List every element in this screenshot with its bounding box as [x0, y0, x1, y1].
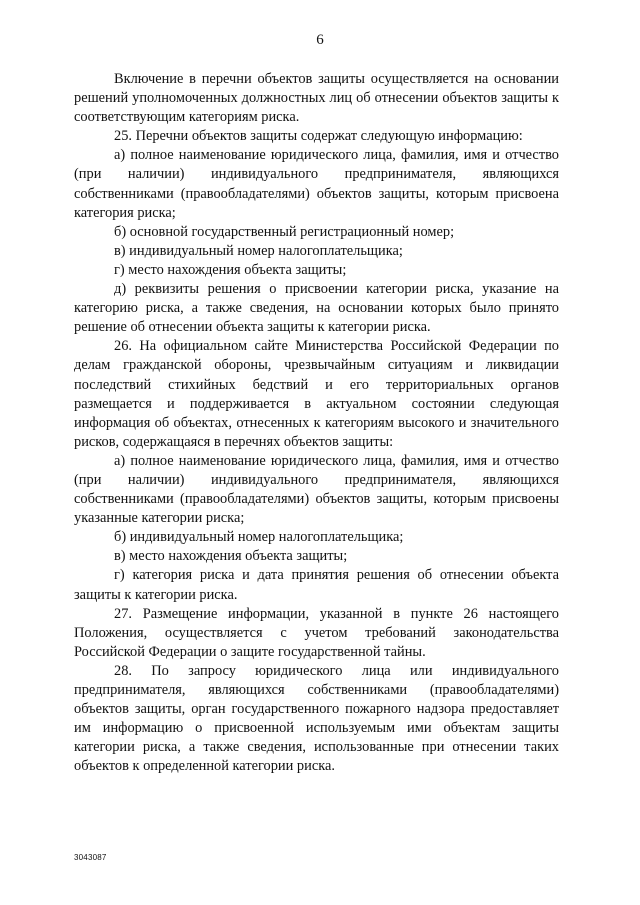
- paragraph-item-26-g: г) категория риска и дата принятия решения об отнесении объекта защиты к категории риска.: [74, 567, 559, 603]
- paragraph-item-25-b: б) основной государственный регистрационный номер;: [114, 223, 455, 240]
- paragraph-item-25-v: в) индивидуальный номер налогоплательщика;: [114, 242, 403, 259]
- paragraph-item-26: 26. На официальном сайте Министерства Российской Федерации по делам гражданской обороны, чрезвычайным ситуациям и ликвидации последствий стихийных бедствий и его территориальных органов размещается и поддерживается в актуальном состоянии следующая информация об объектах, отнесенных к категориям высокого и значительного рисков, содержащаяся в перечнях объектов защиты:: [74, 338, 559, 450]
- paragraph-item-25-g: г) место нахождения объекта защиты;: [114, 261, 347, 278]
- paragraph-item-25: 25. Перечни объектов защиты содержат следующую информацию:: [114, 128, 523, 145]
- paragraph-inclusion: Включение в перечни объектов защиты осуществляется на основании решений уполномоченных должностных лиц об отнесении объектов защиты к соответствующим категориям риска.: [74, 71, 559, 126]
- paragraph-item-26-b: б) индивидуальный номер налогоплательщика;: [114, 529, 404, 546]
- paragraph-item-25-d: д) реквизиты решения о присвоении категории риска, указание на категорию риска, а также сведения, на основании которых было принято решение об отнесении объекта защиты к категории риска.: [74, 281, 559, 336]
- document-code: 3043087: [74, 853, 107, 862]
- paragraph-item-26-a: а) полное наименование юридического лица, фамилия, имя и отчество (при наличии) индивидуального предпринимателя, являющихся собственниками (правообладателями) объектов защиты, которым присвоены указанные категории риска;: [74, 452, 559, 527]
- paragraph-item-26-v: в) место нахождения объекта защиты;: [114, 548, 348, 565]
- page-number: 6: [316, 32, 324, 48]
- document-body: [74, 70, 559, 776]
- paragraph-item-28: 28. По запросу юридического лица или индивидуального предпринимателя, являющихся собственниками (правообладателями) объектов защиты, орган государственного пожарного надзора предоставляет им информацию о присвоенной используемым ими объектам защиты категории риска, а также сведения, использованные при отнесении таких объектов к определенной категории риска.: [74, 662, 559, 775]
- paragraph-item-25-a: а) полное наименование юридического лица, фамилия, имя и отчество (при наличии) индивидуального предпринимателя, являющихся собственниками (правообладателями) объектов защиты, которым присвоена категория риска;: [74, 147, 559, 221]
- paragraph-item-27: 27. Размещение информации, указанной в пункте 26 настоящего Положения, осуществляется с учетом требований законодательства Российской Федерации о защите государственной тайны.: [74, 605, 559, 660]
